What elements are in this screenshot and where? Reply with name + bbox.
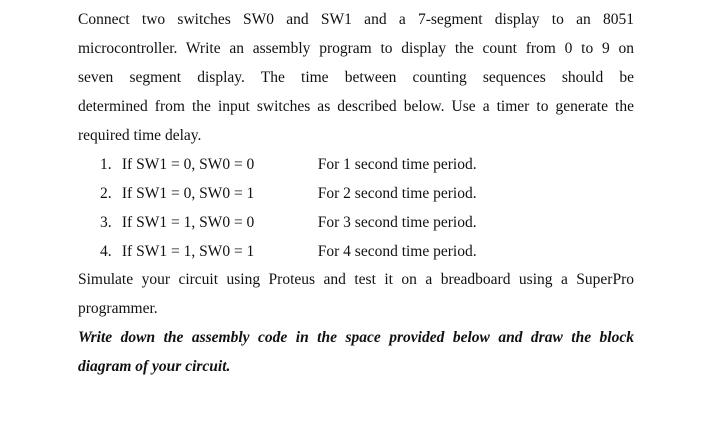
paragraph-line: Connect two switches SW0 and SW1 and a 7-segment display to an 8051 [78, 11, 634, 28]
list-item [100, 155, 477, 175]
instruction-line: Write down the assembly code in the space provided below and draw the block [78, 329, 634, 346]
instruction-line: diagram of your circuit. [78, 358, 231, 375]
paragraph-line: seven segment display. The time between counting sequences should be [78, 69, 634, 86]
list-condition: If SW1 = 1, SW0 = 0 [121, 214, 255, 231]
list-item [100, 184, 477, 204]
list-item [100, 213, 477, 233]
list-result: For 4 second time period. [317, 243, 477, 260]
paragraph-line: required time delay. [78, 127, 202, 144]
list-number: 3. [100, 214, 112, 231]
list-result: For 1 second time period. [317, 156, 477, 173]
list-number: 4. [100, 243, 112, 260]
list-condition: If SW1 = 1, SW0 = 1 [121, 243, 255, 260]
paragraph-line: programmer. [78, 300, 158, 317]
list-condition: If SW1 = 0, SW0 = 1 [121, 185, 255, 202]
list-number: 2. [100, 185, 112, 202]
list-condition: If SW1 = 0, SW0 = 0 [121, 156, 255, 173]
list-result: For 2 second time period. [317, 185, 477, 202]
paragraph-line: determined from the input switches as described below. Use a timer to generate the [78, 98, 634, 115]
list-item [100, 242, 477, 262]
paragraph-line: microcontroller. Write an assembly program to display the count from 0 to 9 on [78, 40, 634, 57]
list-number: 1. [100, 156, 112, 173]
list-result: For 3 second time period. [317, 214, 477, 231]
paragraph-line: Simulate your circuit using Proteus and test it on a breadboard using a SuperPro [78, 271, 634, 288]
